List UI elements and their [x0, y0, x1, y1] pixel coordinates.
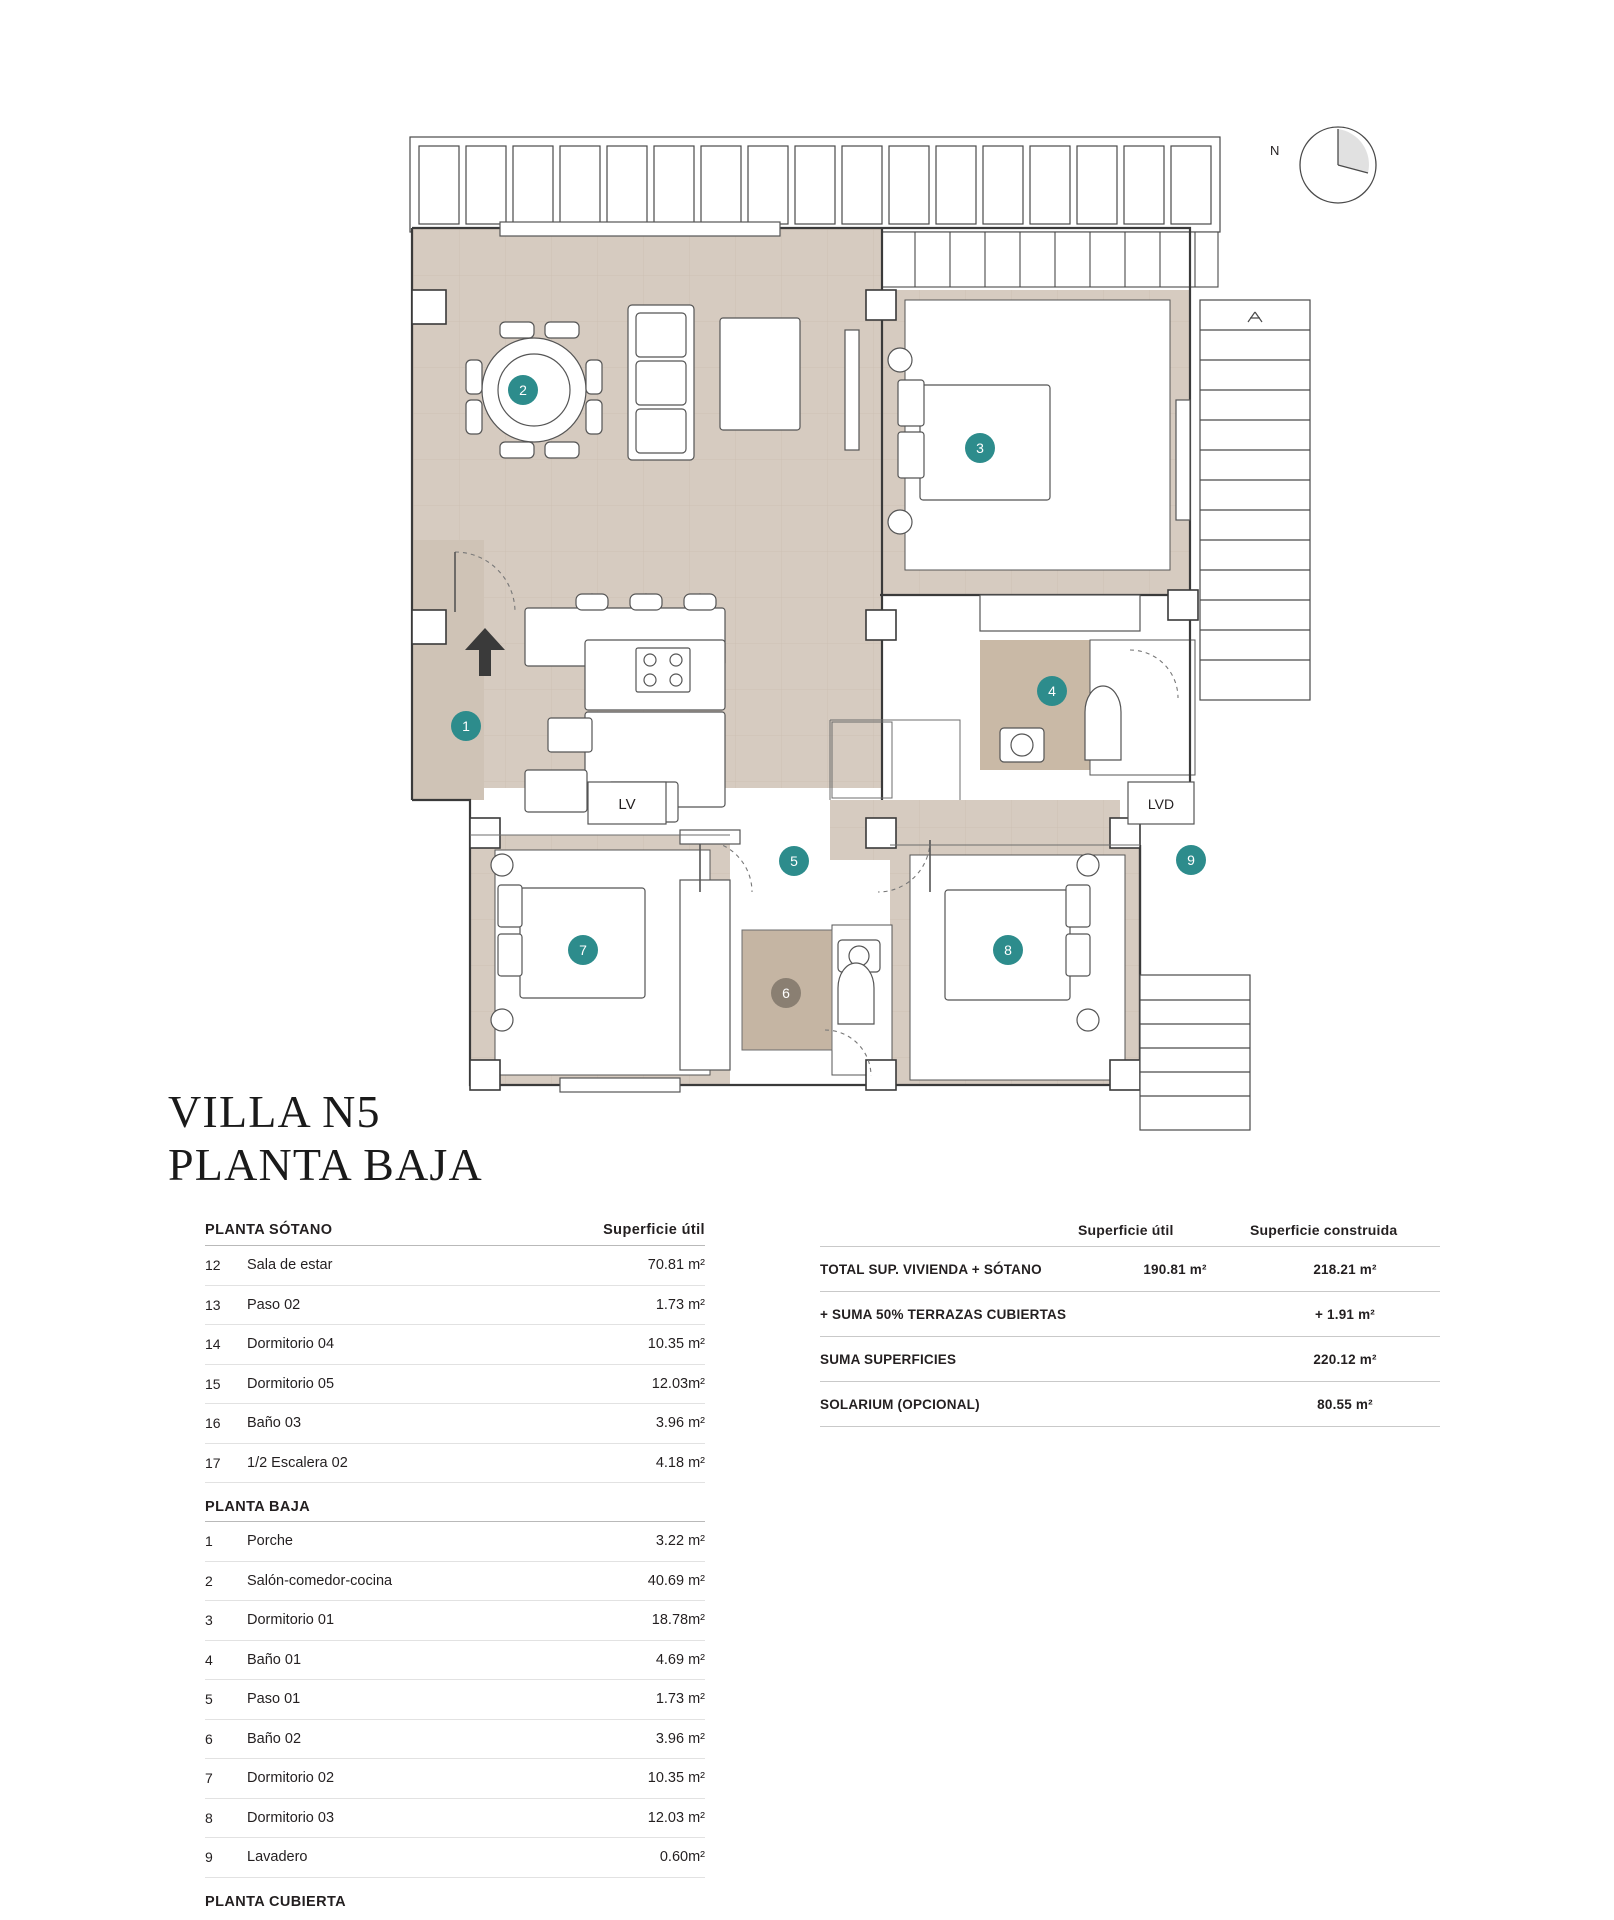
stairs-right — [1200, 300, 1310, 700]
areas-table — [205, 1222, 705, 1916]
row-number: 12 — [205, 1257, 221, 1274]
table-row — [205, 1522, 705, 1562]
ground-floor-section-header — [205, 1499, 705, 1522]
row-label: Paso 01 — [247, 1691, 301, 1708]
row-area: 12.03m² — [651, 1375, 705, 1392]
marker-3 — [965, 433, 995, 463]
table-row — [205, 1759, 705, 1799]
totals-row-label: SUMA SUPERFICIES — [820, 1351, 957, 1367]
row-area: 1.73 m² — [655, 1691, 705, 1708]
row-number: 7 — [205, 1770, 213, 1787]
row-number: 6 — [205, 1730, 213, 1747]
totals-row-label: TOTAL SUP. VIVIENDA + SÓTANO — [820, 1261, 1042, 1277]
row-label: Dormitorio 01 — [247, 1612, 335, 1629]
totals-built-value: + 1.91 m² — [1315, 1306, 1375, 1322]
row-number: 4 — [205, 1651, 213, 1668]
row-area: 0.60m² — [659, 1849, 705, 1866]
compass — [1270, 125, 1380, 205]
row-label: Baño 02 — [247, 1730, 302, 1747]
row-area: 10.35 m² — [647, 1770, 705, 1787]
table-row — [205, 1246, 705, 1286]
basement-section-header — [205, 1222, 705, 1246]
row-number: 2 — [205, 1572, 213, 1589]
marker-6 — [771, 978, 801, 1008]
totals-row — [820, 1381, 1440, 1427]
row-label: Baño 03 — [247, 1415, 302, 1432]
svg-text:2: 2 — [519, 382, 527, 398]
table-row — [205, 1325, 705, 1365]
marker-2 — [508, 375, 538, 405]
table-row — [205, 1799, 705, 1839]
row-number: 3 — [205, 1612, 213, 1629]
row-number: 17 — [205, 1454, 221, 1471]
row-area: 70.81 m² — [647, 1257, 705, 1274]
row-number: 14 — [205, 1336, 221, 1353]
table-row — [205, 1641, 705, 1681]
row-area: 3.96 m² — [655, 1415, 705, 1432]
marker-5 — [779, 846, 809, 876]
lvd-appliance — [1128, 782, 1194, 824]
marker-4 — [1037, 676, 1067, 706]
row-area: 10.35 m² — [647, 1336, 705, 1353]
row-label: Dormitorio 04 — [247, 1336, 335, 1353]
row-area: 40.69 m² — [647, 1572, 705, 1589]
totals-built-value: 218.21 m² — [1313, 1261, 1377, 1277]
lv-label: LV — [618, 796, 636, 813]
table-row — [205, 1562, 705, 1602]
table-row — [205, 1404, 705, 1444]
row-label: 1/2 Escalera 02 — [247, 1454, 348, 1471]
compass-icon — [1298, 125, 1378, 205]
svg-text:3: 3 — [976, 440, 984, 456]
row-area: 4.18 m² — [655, 1454, 705, 1471]
row-number: 9 — [205, 1849, 213, 1866]
pergola-top — [410, 137, 1220, 232]
totals-col-built: Superficie construida — [1250, 1222, 1398, 1238]
totals-col-useful: Superficie útil — [1078, 1222, 1174, 1238]
row-area: 18.78m² — [651, 1612, 705, 1629]
ground-floor-title: PLANTA BAJA — [205, 1499, 311, 1515]
table-row — [205, 1286, 705, 1326]
compass-north-label: N — [1270, 143, 1280, 158]
table-row — [205, 1601, 705, 1641]
totals-row-label: + SUMA 50% TERRAZAS CUBIERTAS — [820, 1306, 1067, 1322]
row-label: Dormitorio 02 — [247, 1770, 335, 1787]
marker-8 — [993, 935, 1023, 965]
table-row — [205, 1680, 705, 1720]
row-area: 12.03 m² — [647, 1809, 705, 1826]
svg-text:5: 5 — [790, 853, 798, 869]
row-label: Lavadero — [247, 1849, 308, 1866]
row-number: 5 — [205, 1691, 213, 1708]
page-title — [168, 1085, 483, 1192]
roof-title: PLANTA CUBIERTA — [205, 1893, 347, 1910]
row-label: Baño 01 — [247, 1651, 302, 1668]
row-number: 13 — [205, 1296, 221, 1313]
svg-text:9: 9 — [1187, 852, 1195, 868]
marker-1 — [451, 711, 481, 741]
table-row — [205, 1365, 705, 1405]
row-number: 16 — [205, 1415, 221, 1432]
bath-02-fixtures — [838, 940, 880, 1024]
row-label: Salón-comedor-cocina — [247, 1572, 393, 1589]
table-row — [205, 1838, 705, 1878]
marker-7 — [568, 935, 598, 965]
svg-text:1: 1 — [462, 718, 470, 734]
row-label: Sala de estar — [247, 1257, 333, 1274]
svg-text:4: 4 — [1048, 683, 1056, 699]
svg-text:8: 8 — [1004, 942, 1012, 958]
totals-row — [820, 1336, 1440, 1381]
title-line-2: PLANTA BAJA — [168, 1139, 483, 1191]
totals-built-value: 220.12 m² — [1313, 1351, 1377, 1367]
totals-row — [820, 1246, 1440, 1291]
stairs-bottom — [1140, 975, 1250, 1130]
totals-useful-value: 190.81 m² — [1143, 1261, 1207, 1277]
useful-area-column-header: Superficie útil — [603, 1222, 705, 1238]
row-label: Porche — [247, 1533, 293, 1550]
row-number: 15 — [205, 1375, 221, 1392]
basement-title: PLANTA SÓTANO — [205, 1222, 333, 1238]
row-area: 1.73 m² — [655, 1296, 705, 1313]
lv-appliance — [588, 782, 666, 824]
pergola-right — [880, 232, 1218, 287]
coffee-table — [720, 318, 800, 430]
svg-text:6: 6 — [782, 985, 790, 1001]
title-line-1: VILLA N5 — [168, 1086, 381, 1137]
table-row — [205, 1444, 705, 1484]
row-label: Dormitorio 05 — [247, 1375, 335, 1392]
roof-section-header — [205, 1894, 705, 1916]
lvd-label: LVD — [1147, 796, 1175, 812]
row-area: 3.96 m² — [655, 1730, 705, 1747]
row-number: 1 — [205, 1533, 213, 1550]
row-label: Paso 02 — [247, 1296, 301, 1313]
totals-row-label: SOLARIUM (OPCIONAL) — [820, 1396, 980, 1412]
totals-table — [820, 1222, 1440, 1427]
row-area: 4.69 m² — [655, 1651, 705, 1668]
totals-built-value: 80.55 m² — [1317, 1396, 1373, 1412]
marker-9 — [1176, 845, 1206, 875]
sofa — [628, 305, 694, 460]
totals-header — [820, 1222, 1440, 1246]
row-label: Dormitorio 03 — [247, 1809, 335, 1826]
totals-row — [820, 1291, 1440, 1336]
row-area: 3.22 m² — [655, 1533, 705, 1550]
row-number: 8 — [205, 1809, 213, 1826]
table-row — [205, 1720, 705, 1760]
svg-text:7: 7 — [579, 942, 587, 958]
